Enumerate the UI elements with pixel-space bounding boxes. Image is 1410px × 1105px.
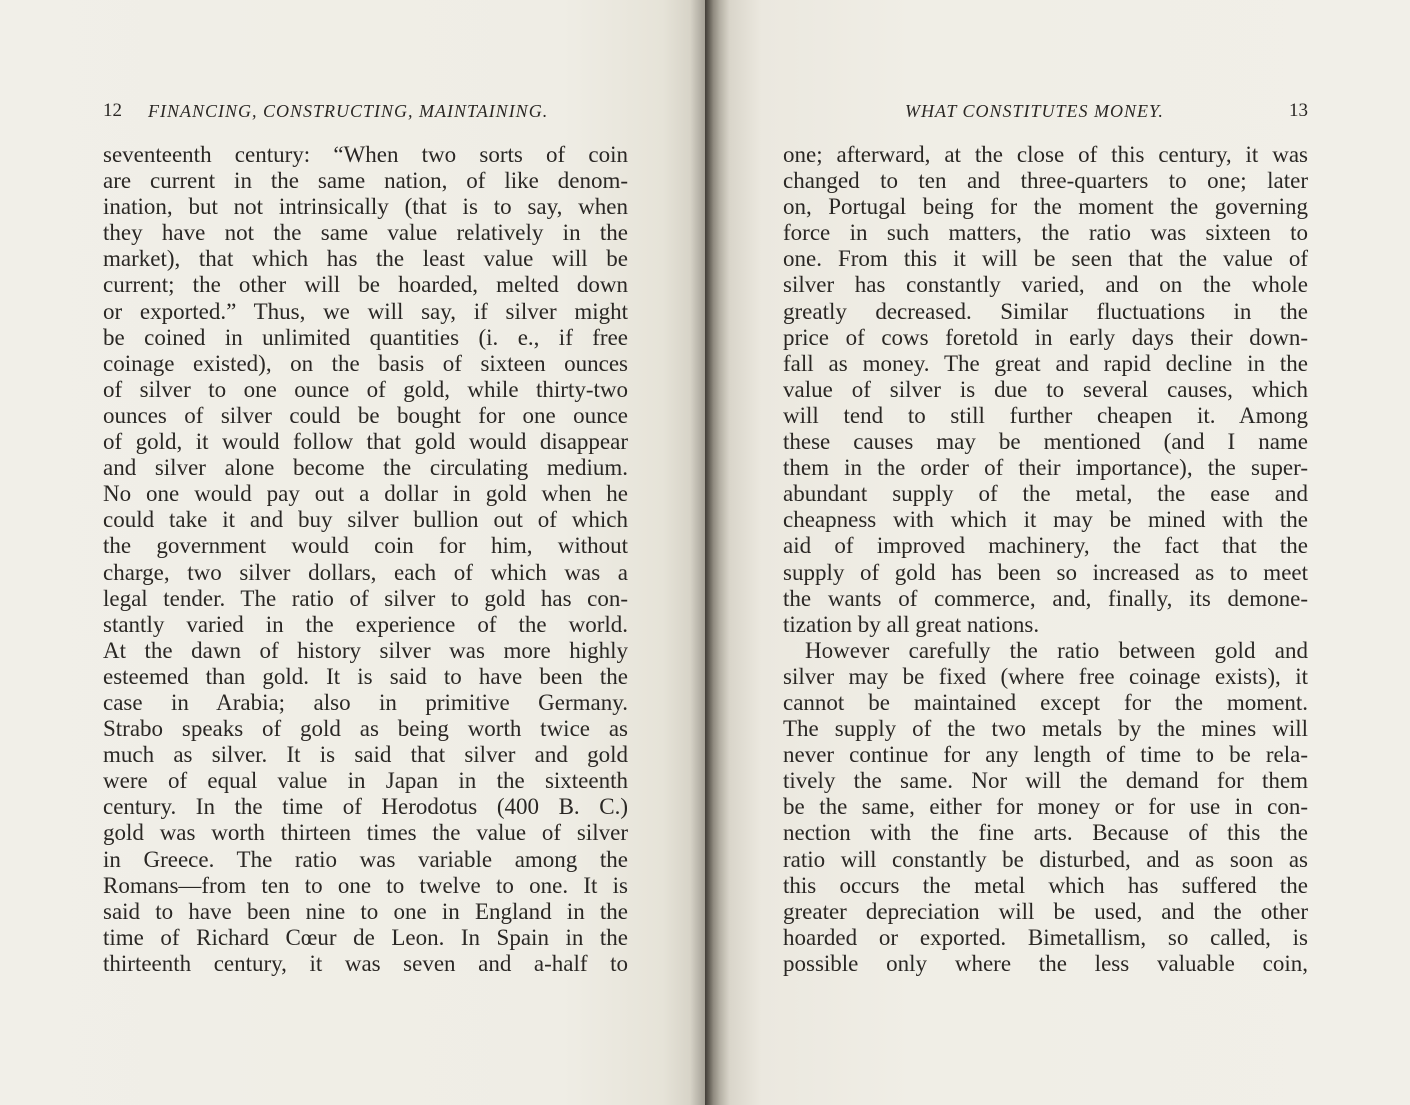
running-head: WHAT CONSTITUTES MONEY. [905,101,1164,121]
text-line: them in the order of their importance), the super- [783,455,1308,481]
running-head: FINANCING, CONSTRUCTING, MAINTAINING. [148,101,549,121]
page-number: 12 [103,100,122,121]
text-line: century. In the time of Herodotus (400 B. C.) [103,794,628,820]
text-line: time of Richard Cœur de Leon. In Spain in the [103,924,628,950]
right-page-body [783,142,1308,977]
text-line: never continue for any length of time to be rela- [783,742,1308,768]
text-line: this occurs the metal which has suffered the [783,872,1308,898]
text-line: and silver alone become the circulating medium. [103,455,628,481]
text-line: cheapness with which it may be mined with the [783,507,1308,533]
text-line: of gold, it would follow that gold would disappear [103,429,628,455]
text-line: Romans—from ten to one to twelve to one. It is [103,872,628,898]
right-page-header [783,98,1308,124]
text-line: However carefully the ratio between gold and [805,637,1308,663]
text-line: legal tender. The ratio of silver to gold has con- [103,585,628,611]
text-line: possible only where the less valuable coin, [783,950,1308,976]
text-line: abundant supply of the metal, the ease and [783,481,1308,507]
text-line: ratio will constantly be disturbed, and as soon as [783,846,1308,872]
page-number: 13 [1289,100,1308,121]
text-line: hoarded or exported. Bimetallism, so called, is [783,924,1308,950]
text-line: were of equal value in Japan in the sixteenth [103,768,628,794]
text-line: one; afterward, at the close of this century, it was [783,142,1308,167]
text-line: be the same, either for money or for use in con- [783,794,1308,820]
text-line: tization by all great nations. [783,611,1040,637]
text-line: The supply of the two metals by the mines will [783,716,1308,742]
text-line: seventeenth century: “When two sorts of coin [103,142,628,167]
text-line: said to have been nine to one in England in the [103,898,628,924]
text-line: ination, but not intrinsically (that is to say, when [103,194,628,220]
text-line: esteemed than gold. It is said to have been the [103,663,628,689]
text-line: silver may be fixed (where free coinage exists), it [783,663,1308,689]
text-line: cannot be maintained except for the moment. [783,689,1308,715]
text-line: supply of gold has been so increased as to meet [783,559,1308,585]
text-line: Strabo speaks of gold as being worth twice as [103,716,628,742]
text-line: At the dawn of history silver was more highly [103,637,628,663]
text-line: silver has constantly varied, and on the whole [783,272,1308,298]
left-page-header [103,98,628,124]
text-line: the wants of commerce, and, finally, its demone- [783,585,1308,611]
text-line: the government would coin for him, without [103,533,628,559]
text-line: on, Portugal being for the moment the governing [783,194,1308,220]
text-line: market), that which has the least value will be [103,246,628,272]
text-line: stantly varied in the experience of the world. [103,611,628,637]
text-line: these causes may be mentioned (and I name [783,429,1308,455]
text-line: gold was worth thirteen times the value of silver [103,820,628,846]
text-line: much as silver. It is said that silver and gold [103,742,628,768]
text-line: No one would pay out a dollar in gold when he [103,481,628,507]
text-line: current; the other will be hoarded, melted down [103,272,628,298]
text-line: of silver to one ounce of gold, while thirty-two [103,376,628,402]
text-line: be coined in unlimited quantities (i. e., if free [103,324,628,350]
text-line: price of cows foretold in early days their down- [783,324,1308,350]
text-line: will tend to still further cheapen it. Among [783,402,1308,428]
text-line: changed to ten and three-quarters to one; later [783,168,1308,194]
text-line: tively the same. Nor will the demand for them [783,768,1308,794]
text-line: greatly decreased. Similar fluctuations in the [783,298,1308,324]
book-gutter [690,0,720,1105]
text-line: in Greece. The ratio was variable among the [103,846,628,872]
text-line: fall as money. The great and rapid decline in the [783,350,1308,376]
text-line: one. From this it will be seen that the value of [783,246,1308,272]
text-line: ounces of silver could be bought for one ounce [103,402,628,428]
text-line: or exported.” Thus, we will say, if silver might [103,298,628,324]
text-line: are current in the same nation, of like denom- [103,168,628,194]
left-page-body [103,142,628,977]
text-line: case in Arabia; also in primitive Germany. [103,689,628,715]
text-line: greater depreciation will be used, and the other [783,898,1308,924]
text-line: aid of improved machinery, the fact that the [783,533,1308,559]
text-line: could take it and buy silver bullion out of which [103,507,628,533]
text-line: nection with the fine arts. Because of this the [783,820,1308,846]
text-line: value of silver is due to several causes, which [783,376,1308,402]
text-line: they have not the same value relatively in the [103,220,628,246]
text-line: force in such matters, the ratio was sixteen to [783,220,1308,246]
text-line: charge, two silver dollars, each of which was a [103,559,628,585]
text-line: coinage existed), on the basis of sixteen ounces [103,350,628,376]
text-line: thirteenth century, it was seven and a-half to [103,950,628,976]
